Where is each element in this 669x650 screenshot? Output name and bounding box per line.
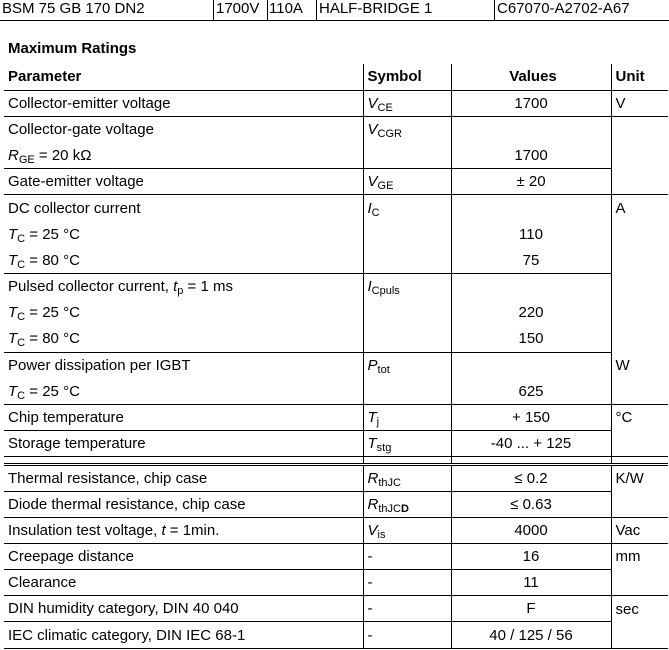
symbol-cell: $T_j$	[363, 404, 451, 430]
value-cell: ≤ 0.63	[451, 491, 611, 517]
table-row	[4, 622, 668, 648]
table-row	[4, 221, 668, 247]
value-cell: 1700	[451, 90, 611, 116]
part-ordering-code: C67070-A2702-A67	[495, 0, 669, 21]
value-cell: F	[451, 596, 611, 622]
unit-cell: W	[615, 356, 630, 374]
col-parameter: Parameter	[4, 64, 363, 90]
table-row	[4, 543, 668, 569]
param-cell: Collector-gate voltage	[4, 116, 363, 142]
table-row	[4, 465, 668, 491]
part-package: HALF-BRIDGE 1	[317, 0, 495, 21]
value-cell: 110	[451, 221, 611, 247]
table-header-row	[4, 64, 668, 90]
table-row	[4, 169, 668, 195]
value-cell: 150	[451, 326, 611, 352]
symbol-cell: $V_{CE}$	[363, 90, 451, 116]
unit-cell: mm	[615, 548, 641, 566]
value-cell	[451, 274, 611, 300]
value-cell: 75	[451, 247, 611, 273]
part-vce: 1700V	[214, 0, 267, 21]
table-row	[4, 274, 668, 300]
symbol-cell: $I_{Cpuls}$	[363, 274, 451, 300]
symbol-cell: $V_{is}$	[363, 517, 451, 543]
symbol-cell: $V_{CGR}$	[363, 116, 451, 142]
unit-cell	[611, 300, 668, 326]
table-row	[4, 404, 668, 430]
table-row	[4, 517, 668, 543]
param-cell: $R_{GE} = 20$ kΩ	[4, 143, 363, 169]
value-cell: 1700	[451, 143, 611, 169]
table-row	[4, 570, 668, 596]
symbol-cell: $R_{thJCD}$	[363, 491, 451, 517]
param-cell: $T_C = 25$ °C	[4, 221, 363, 247]
param-cell: Clearance	[4, 570, 363, 596]
param-cell: $T_C = 25$ °C	[4, 378, 363, 404]
value-cell	[451, 195, 611, 221]
symbol-cell: -	[363, 596, 451, 622]
table-row	[4, 247, 668, 273]
table-row	[4, 596, 668, 622]
unit-cell	[611, 491, 668, 517]
part-type: BSM 75 GB 170 DN2	[0, 0, 214, 21]
table-row	[4, 143, 668, 169]
table-row	[4, 116, 668, 142]
symbol-cell: $R_{thJC}$	[363, 465, 451, 491]
value-cell: ± 20	[451, 169, 611, 195]
part-ic: 110A	[267, 0, 317, 21]
ratings-table	[4, 64, 668, 649]
col-unit: Unit	[611, 64, 668, 90]
table-separator	[4, 457, 668, 465]
unit-cell	[611, 116, 668, 142]
table-row	[4, 90, 668, 116]
unit-cell	[611, 274, 668, 300]
symbol-cell	[363, 247, 451, 273]
table-row	[4, 300, 668, 326]
unit-cell	[611, 431, 668, 457]
unit-cell: Vac	[611, 517, 668, 543]
value-cell: 625	[451, 378, 611, 404]
unit-cell	[611, 221, 668, 247]
symbol-cell: -	[363, 570, 451, 596]
unit-cell: V	[611, 90, 668, 116]
col-values: Values	[451, 64, 611, 90]
param-cell: $T_C = 25$ °C	[4, 300, 363, 326]
param-cell: DC collector current	[4, 195, 363, 221]
table-row	[4, 431, 668, 457]
param-cell: Creepage distance	[4, 543, 363, 569]
table-row	[4, 195, 668, 221]
param-cell: Power dissipation per IGBT	[4, 352, 363, 378]
symbol-cell: $T_{stg}$	[363, 431, 451, 457]
symbol-cell	[363, 143, 451, 169]
param-cell: IEC climatic category, DIN IEC 68-1	[4, 622, 363, 648]
table-row	[4, 326, 668, 352]
unit-cell: A	[615, 199, 626, 217]
param-cell: Collector-emitter voltage	[4, 90, 363, 116]
symbol-cell: $V_{GE}$	[363, 169, 451, 195]
param-cell: Storage temperature	[4, 431, 363, 457]
symbol-cell	[363, 326, 451, 352]
symbol-cell	[363, 378, 451, 404]
param-cell: $T_C = 80$ °C	[4, 247, 363, 273]
unit-cell	[611, 570, 668, 596]
param-cell: DIN humidity category, DIN 40 040	[4, 596, 363, 622]
symbol-cell	[363, 221, 451, 247]
unit-cell	[611, 326, 668, 352]
table-row	[4, 378, 668, 404]
symbol-cell: -	[363, 543, 451, 569]
param-cell: Gate-emitter voltage	[4, 169, 363, 195]
value-cell: 11	[451, 570, 611, 596]
symbol-cell: $I_C$	[363, 195, 451, 221]
param-cell: Chip temperature	[4, 404, 363, 430]
param-cell: Diode thermal resistance, chip case	[4, 491, 363, 517]
param-cell: Thermal resistance, chip case	[4, 465, 363, 491]
unit-cell: °C	[615, 409, 633, 427]
unit-cell	[611, 169, 668, 195]
table-row	[4, 491, 668, 517]
value-cell: + 150	[451, 404, 611, 430]
value-cell: ≤ 0.2	[451, 465, 611, 491]
unit-cell: K/W	[615, 470, 644, 488]
param-cell: Insulation test voltage, t = 1min.	[4, 517, 363, 543]
unit-cell	[611, 247, 668, 273]
value-cell: 4000	[451, 517, 611, 543]
unit-cell	[611, 378, 668, 404]
value-cell	[451, 116, 611, 142]
value-cell: -40 ... + 125	[451, 431, 611, 457]
section-title: Maximum Ratings	[8, 40, 137, 57]
param-cell: $T_C = 80$ °C	[4, 326, 363, 352]
unit-cell	[611, 143, 668, 169]
table-row	[4, 352, 668, 378]
part-header	[0, 0, 669, 22]
param-cell: Pulsed collector current, $t_p = 1$ ms	[4, 274, 363, 300]
value-cell: 40 / 125 / 56	[451, 622, 611, 648]
value-cell	[451, 352, 611, 378]
value-cell: 16	[451, 543, 611, 569]
col-symbol: Symbol	[363, 64, 451, 90]
unit-cell: sec	[615, 600, 639, 618]
unit-cell	[611, 622, 668, 648]
symbol-cell: $P_{tot}$	[363, 352, 451, 378]
symbol-cell	[363, 300, 451, 326]
symbol-cell: -	[363, 622, 451, 648]
value-cell: 220	[451, 300, 611, 326]
